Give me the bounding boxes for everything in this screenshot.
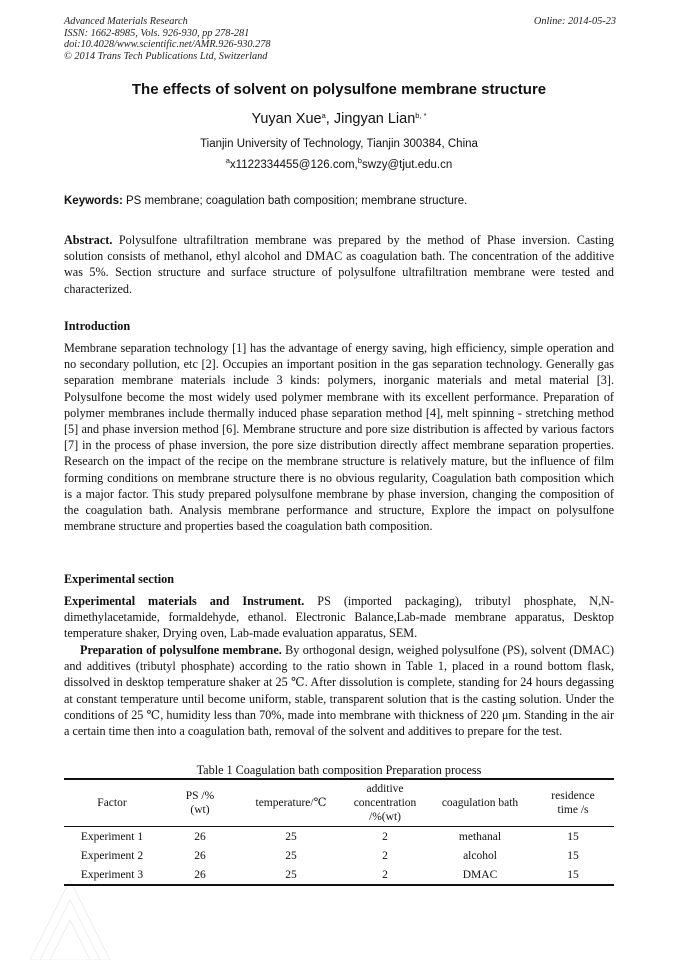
table-header-cell: additive concentration /%(wt) [342, 779, 428, 827]
table-header-row [64, 779, 614, 827]
abstract-label: Abstract. [64, 233, 113, 247]
affiliation: Tianjin University of Technology, Tianjin 300384, China [200, 138, 478, 150]
table-cell: 15 [567, 849, 579, 862]
preparation-label: Preparation of polysulfone membrane. [80, 643, 282, 657]
table-cell: DMAC [428, 865, 532, 885]
preparation-text: By orthogonal design, weighed polysulfone (PS), solvent (DMAC) and additives (tributyl phosphate) according to the ratio shown in Table 1, placed in a round bottom flask, dissolved in desktop temperature shaker at 25 ℃. After dissolution is complete, standing for 24 hours degassing at constant temperature until become uniform, stable, transparent solution that is the casting solution. Under the conditions of 25 ℃, humidity less than 70%, made into membrane with thickness of 220 μm. Standing in the air a certain time then into a coagulation bath, removal of the solvent and additives to prepare for the test. [64, 643, 614, 739]
preparation-paragraph [64, 642, 614, 739]
online-date: Online: 2014-05-23 [533, 16, 616, 27]
author-name: Yuyan Xue [251, 111, 322, 127]
table-cell: 26 [194, 849, 206, 862]
table-cell: 2 [342, 865, 428, 885]
table-header-cell: Factor [64, 779, 160, 827]
table-cell: 15 [567, 830, 579, 843]
section-heading-experimental: Experimental section [64, 572, 175, 586]
email-address: x1122334455@126.com, [229, 159, 358, 171]
email-address: swzy@tjut.edu.cn [361, 159, 453, 171]
table-cell: 2 [382, 830, 388, 843]
author-separator: , [325, 111, 334, 127]
author-name: Jingyan Lian [333, 111, 416, 127]
table-row [64, 865, 614, 885]
faint-watermark-graphic [30, 880, 110, 960]
journal-name: Advanced Materials Research [64, 16, 188, 27]
keywords-text: PS membrane; coagulation bath composition; membrane structure. [122, 195, 468, 207]
composition-table [64, 778, 614, 886]
copyright-line: © 2014 Trans Tech Publications Ltd, Switzerland [64, 50, 268, 62]
table-cell: 26 [194, 830, 206, 843]
materials-paragraph [64, 593, 614, 642]
doi-line: doi:10.4028/www.scientific.net/AMR.926-930.278 [64, 39, 271, 51]
section-heading-introduction: Introduction [64, 319, 131, 333]
table-cell: Experiment 2 [80, 849, 144, 862]
table-cell: 26 [160, 865, 240, 885]
email-superscript: b [357, 156, 362, 165]
paper-title: The effects of solvent on polysulfone membrane structure [131, 81, 547, 98]
keywords-label: Keywords: [64, 195, 123, 207]
table-header-cell: PS /% (wt) [160, 779, 240, 827]
keywords [64, 195, 616, 207]
author-list [0, 111, 678, 127]
introduction-paragraph: Membrane separation technology [1] has the advantage of energy saving, high efficiency, simple operation and no secondary pollution, etc [2]. Occupies an important position in the gas separation technology. Generally gas separation membrane materials include 3 kinds: polymers, inorganic materials and metal material [3]. Polysulfone become the most widely used polymer membrane with its excellent performance. Preparation of polymer membranes include thermally induced phase separation method [4], melt spinning - stretching method [5] and phase inversion method [6]. Membrane structure and pore size distribution is affected by various factors [7] in the process of phase inversion, the pore size distribution directly affect membrane separation properties. Research on the impact of the recipe on the membrane structure is relatively mature, but the influence of film forming conditions on membrane structure there is no obvious regularity, Coagulation bath composition which is a major factor. This study prepared polysulfone membrane by phase inversion, changing the composition of the coagulation bath. Analysis membrane performance and structure, Explore the impact on polysulfone membrane structure and properties based the coagulation bath composition. [64, 341, 614, 534]
issn-line: ISSN: 1662-8985, Vols. 926-930, pp 278-281 [64, 27, 250, 39]
table-row [64, 827, 614, 847]
table-cell: alcohol [463, 849, 497, 862]
table-header-cell: coagulation bath [428, 779, 532, 827]
author-superscript: b, * [415, 111, 427, 120]
materials-label: Experimental materials and Instrument. [64, 594, 305, 608]
abstract [64, 232, 614, 297]
materials-text: PS (imported packaging), tributyl phosphate, N,N-dimethylacetamide, formaldehyde, ethanol. Electronic Balance,Lab-made membrane apparatus, Desktop temperature shaker, Drying oven, Lab-made evaluation apparatus, SEM. [64, 594, 614, 641]
table-cell: 25 [285, 849, 297, 862]
table-cell: 25 [240, 865, 342, 885]
author-emails [0, 156, 678, 171]
abstract-text: Polysulfone ultrafiltration membrane was prepared by the method of Phase inversion. Casting solution consists of methanol, ethyl alcohol and DMAC as coagulation bath. The concentration of the additive was 5%. Section structure and surface structure of polysulfone ultrafiltration membrane were tested and characterized. [64, 233, 614, 296]
table-header-cell: temperature/℃ [240, 779, 342, 827]
email-superscript: a [225, 156, 230, 165]
table-row [64, 846, 614, 865]
table-header-cell: residence time /s [532, 779, 614, 827]
table-cell: 25 [285, 830, 297, 843]
table-caption: Table 1 Coagulation bath composition Preparation process [196, 763, 482, 777]
author-superscript: a [321, 111, 326, 120]
table-cell: methanal [458, 830, 502, 843]
table-cell: 15 [532, 865, 614, 885]
table-cell: 2 [382, 849, 388, 862]
page-header [64, 16, 616, 62]
table-cell: Experiment 1 [80, 830, 144, 843]
table-cell: Experiment 3 [64, 865, 160, 885]
